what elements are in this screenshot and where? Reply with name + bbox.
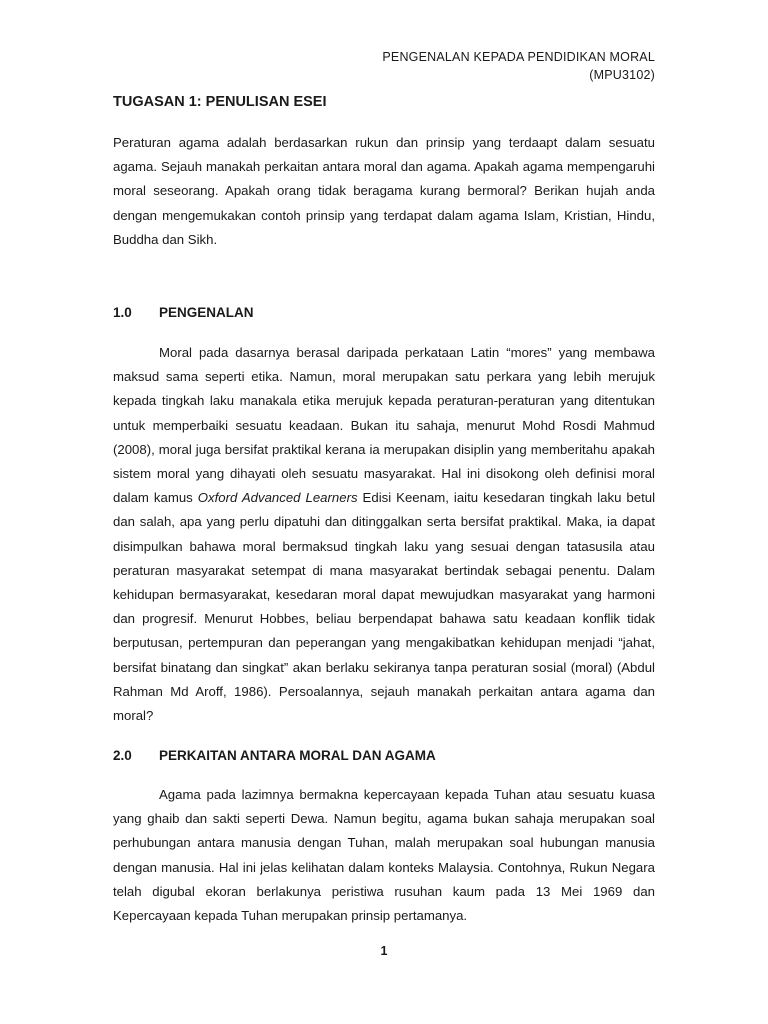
section-1-heading xyxy=(113,305,254,320)
section-1-paragraph xyxy=(113,341,655,728)
section-1-title: PENGENALAN xyxy=(159,305,254,320)
dictionary-title: Oxford Advanced Learners xyxy=(197,490,358,506)
assignment-question: Peraturan agama adalah berdasarkan rukun dan prinsip yang terdaapt dalam sesuatu agama. Sejauh manakah perkaitan antara moral dan agama. Apakah agama mempengaruhi moral seseorang. Apakah orang tidak beragama kurang bermoral? Berikan hujah anda dengan mengemukakan contoh prinsip yang terdapat dalam agama Islam, Kristian, Hindu, Buddha dan Sikh. xyxy=(113,135,655,247)
document-header xyxy=(382,48,655,84)
page-number: 1 xyxy=(380,944,388,958)
course-title: PENGENALAN KEPADA PENDIDIKAN MORAL xyxy=(382,50,655,64)
section-2-paragraph: Agama pada lazimnya bermakna kepercayaan kepada Tuhan atau sesuatu kuasa yang ghaib dan sakti seperti Dewa. Namun begitu, agama bukan sahaja merupakan soal perhubungan antara manusia dengan Tuhan, malah merupakan soal hubungan manusia dengan manusia. Hal ini jelas kelihatan dalam konteks Malaysia. Contohnya, Rukun Negara telah digubal ekoran berlakunya peristiwa rusuhan kaum pada 13 Mei 1969 dan Kepercayaan kepada Tuhan merupakan prinsip pertamanya. xyxy=(113,787,655,924)
assignment-title: TUGASAN 1: PENULISAN ESEI xyxy=(113,94,327,110)
section-1-text-a: Moral pada dasarnya berasal daripada perkataan Latin “mores” yang membawa maksud sama seperti etika. Namun, moral merupakan satu perkara yang lebih merujuk kepada tingkah laku manakala etika merujuk kepada peraturan-peraturan yang ditentukan untuk memperbaiki sesuatu keadaan. Bukan itu sahaja, menurut Mohd Rosdi Mahmud (2008), moral juga bersifat praktikal kerana ia merupakan disiplin yang memberitahu apakah sistem moral yang dihayati oleh sesuatu masyarakat. Hal ini disokong oleh definisi moral dalam kamus xyxy=(113,345,655,506)
section-1-text-b: Edisi Keenam, iaitu kesedaran tingkah laku betul dan salah, apa yang perlu dipatuhi dan ditinggalkan serta bersifat praktikal. Maka, ia dapat disimpulkan bahawa moral bermaksud tingkah laku yang sesuai dengan tatasusila atau peraturan masyarakat setempat di mana masyarakat bertindak sebagai penentu. Dalam kehidupan bermasyarakat, kesedaran moral dapat mewujudkan masyarakat yang harmoni dan progresif. Menurut Hobbes, beliau berpendapat bahawa satu keadaan konflik tidak berputusan, pertempuran dan peperangan yang mengakibatkan kehidupan menjadi “jahat, bersifat binatang dan singkat” akan berlaku sekiranya tanpa peraturan sosial (moral) (Abdul Rahman Md Aroff, 1986). Persoalannya, sejauh manakah perkaitan antara agama dan moral? xyxy=(113,490,656,724)
course-code: (MPU3102) xyxy=(589,68,655,82)
section-2-number: 2.0 xyxy=(113,748,132,763)
section-2-title: PERKAITAN ANTARA MORAL DAN AGAMA xyxy=(159,748,436,763)
section-2-heading xyxy=(113,748,436,763)
section-1-number: 1.0 xyxy=(113,305,132,320)
